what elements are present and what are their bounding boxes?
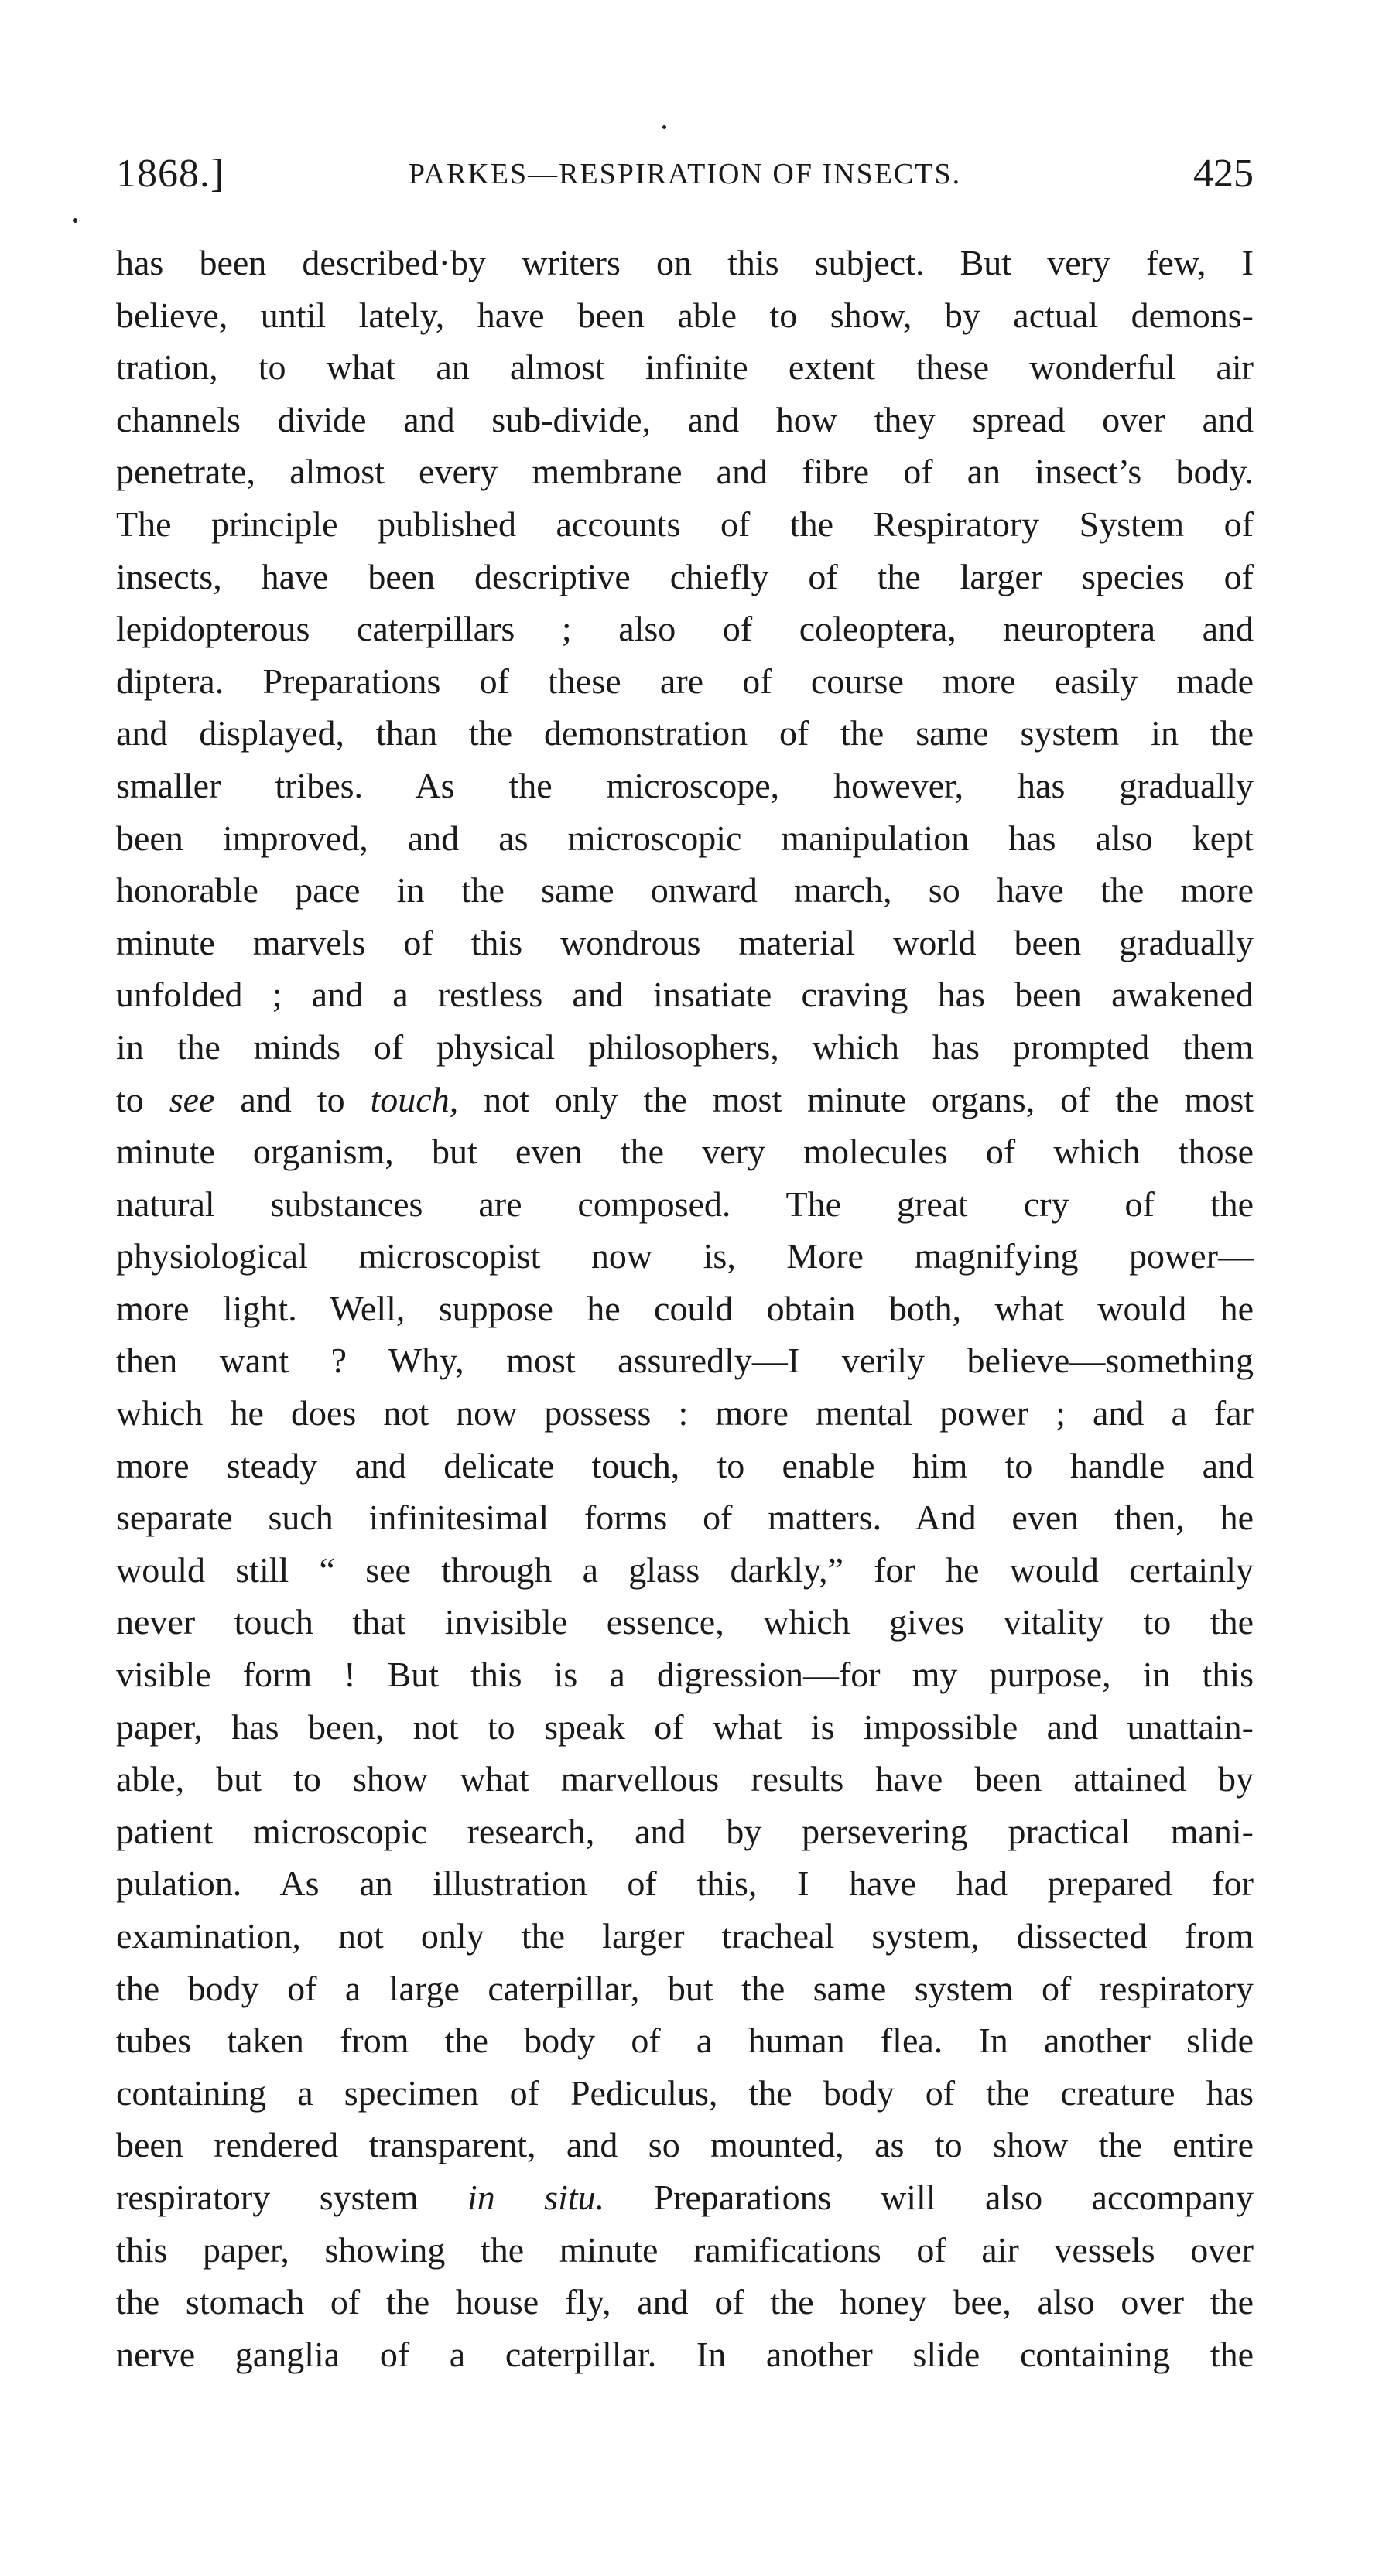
ink-speck <box>73 218 77 223</box>
text-line: would still “ see through a glass darkly,” for he would certainly <box>116 1549 1254 1590</box>
text-line: physiological microscopist now is, More magnifying power— <box>116 1236 1254 1276</box>
text-line: nerve ganglia of a caterpillar. In another slide containing the <box>116 2334 1254 2374</box>
text-line <box>116 1074 1254 1126</box>
header-year: 1868.] <box>116 152 225 196</box>
text-line <box>116 2171 1254 2224</box>
text-line: tubes taken from the body of a human flea. In another slide <box>116 2021 1254 2061</box>
italic-run: see <box>169 1079 215 1119</box>
text-line: insects, have been descriptive chiefly of the larger species of <box>116 556 1254 596</box>
text-line: diptera. Preparations of these are of course more easily made <box>116 661 1254 701</box>
text-line: more steady and delicate touch, to enable him to handle and <box>116 1445 1254 1485</box>
text-line: pulation. As an illustration of this, I have had prepared for <box>116 1864 1254 1904</box>
text-line: visible form ! But this is a digression—for my purpose, in this <box>116 1655 1254 1695</box>
body-text <box>116 237 1254 2380</box>
text-run: not only the most minute organs, of the most <box>458 1079 1254 1119</box>
text-line: containing a specimen of Pediculus, the body of the creature has <box>116 2072 1254 2113</box>
text-line: believe, until lately, have been able to show, by actual demons- <box>116 295 1254 335</box>
text-line: paper, has been, not to speak of what is impossible and unattain- <box>116 1707 1254 1747</box>
text-line: patient microscopic research, and by persevering practical mani- <box>116 1811 1254 1851</box>
text-line: which he does not now possess : more mental power ; and a far <box>116 1393 1254 1433</box>
text-line: tration, to what an almost infinite extent these wonderful air <box>116 347 1254 388</box>
text-line: the stomach of the house fly, and of the honey bee, also over the <box>116 2282 1254 2322</box>
page-number: 425 <box>1193 152 1254 196</box>
text-run: to <box>116 1079 169 1119</box>
text-line: this paper, showing the minute ramifications of air vessels over <box>116 2229 1254 2270</box>
italic-run: in situ. <box>467 2177 605 2217</box>
text-line: and displayed, than the demonstration of the same system in the <box>116 713 1254 753</box>
italic-run: touch, <box>370 1079 459 1119</box>
running-header <box>116 147 1254 201</box>
text-line: in the minds of physical philosophers, which has prompted them <box>116 1027 1254 1067</box>
text-line: never touch that invisible essence, which gives vitality to the <box>116 1602 1254 1642</box>
text-line: has been described·by writers on this subject. But very few, I <box>116 243 1254 282</box>
text-line: able, but to show what marvellous results have been attained by <box>116 1759 1254 1799</box>
text-line: more light. Well, suppose he could obtain both, what would he <box>116 1288 1254 1328</box>
text-line: The principle published accounts of the Respiratory System of <box>116 504 1254 544</box>
header-title: PARKES—RESPIRATION OF INSECTS. <box>408 158 962 190</box>
text-line: lepidopterous caterpillars ; also of coleoptera, neuroptera and <box>116 609 1254 649</box>
text-run: Preparations will also accompany <box>604 2177 1254 2217</box>
text-line: been rendered transparent, and so mounted, as to show the entire <box>116 2125 1254 2165</box>
text-line: minute marvels of this wondrous material world been gradually <box>116 922 1254 962</box>
text-line: channels divide and sub-divide, and how they spread over and <box>116 399 1254 439</box>
text-line: separate such infinitesimal forms of matters. And even then, he <box>116 1498 1254 1538</box>
text-run: respiratory system <box>116 2177 467 2217</box>
text-line: then want ? Why, most assuredly—I verily believe—something <box>116 1341 1254 1381</box>
ink-speck <box>662 125 666 129</box>
text-line: smaller tribes. As the microscope, however, has gradually <box>116 765 1254 805</box>
text-line: been improved, and as microscopic manipulation has also kept <box>116 818 1254 858</box>
text-run: and to <box>214 1079 371 1119</box>
text-line: examination, not only the larger tracheal system, dissected from <box>116 1916 1254 1956</box>
text-line: the body of a large caterpillar, but the same system of respiratory <box>116 1968 1254 2008</box>
text-line: unfolded ; and a restless and insatiate craving has been awakened <box>116 975 1254 1015</box>
text-line: honorable pace in the same onward march, so have the more <box>116 870 1254 910</box>
text-line: natural substances are composed. The great cry of the <box>116 1184 1254 1224</box>
text-line: penetrate, almost every membrane and fibre of an insect’s body. <box>116 452 1254 492</box>
text-line: minute organism, but even the very molecules of which those <box>116 1132 1254 1172</box>
